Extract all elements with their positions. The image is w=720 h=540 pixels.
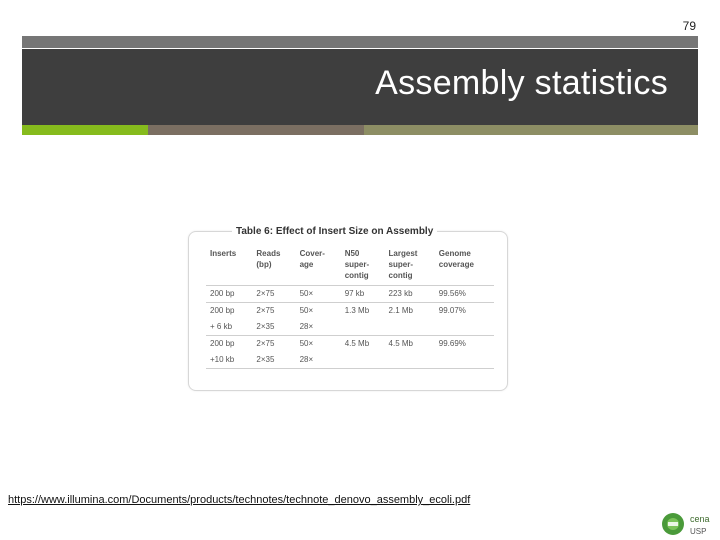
table-cell: + 6 kb bbox=[206, 319, 252, 336]
table-cell: 2.1 Mb bbox=[388, 306, 413, 315]
table-cell: 200 bp bbox=[206, 286, 252, 303]
table-cell: 50× bbox=[299, 339, 314, 348]
table-cell: 2×35 bbox=[252, 319, 295, 336]
source-link[interactable]: https://www.illumina.com/Documents/products/technotes/technote_denovo_assembly_ecoli.pdf bbox=[8, 494, 471, 506]
table-cell: 223 kb bbox=[385, 286, 435, 303]
table-row bbox=[206, 286, 494, 303]
table-cell: 4.5 Mb bbox=[388, 339, 413, 348]
table-cell bbox=[341, 319, 385, 336]
table-title: Table 6: Effect of Insert Size on Assembly bbox=[232, 226, 437, 237]
table-cell: +10 kb bbox=[206, 352, 252, 369]
table-cell: 99.07% bbox=[438, 306, 466, 315]
header-largest: Largest super- contig bbox=[385, 248, 435, 286]
accent-segment-green bbox=[22, 125, 148, 135]
header-bar bbox=[22, 49, 698, 125]
table-header-row bbox=[206, 248, 494, 286]
table-cell bbox=[385, 319, 435, 336]
table-row bbox=[206, 319, 494, 336]
table-cell: 2×75 bbox=[256, 306, 275, 315]
table-cell: 28× bbox=[296, 352, 341, 369]
header-inserts: Inserts bbox=[206, 248, 252, 286]
page-number: 79 bbox=[682, 19, 696, 33]
table-cell: 99.69% bbox=[438, 339, 466, 348]
table-cell: 2×75 bbox=[256, 339, 275, 348]
table-cell: 99.56% bbox=[435, 286, 494, 303]
logo-text-bottom: USP bbox=[690, 527, 707, 536]
table-cell: 200 bp bbox=[210, 306, 235, 315]
header-thin-bar bbox=[22, 36, 698, 48]
header-genome-coverage: Genome coverage bbox=[435, 248, 494, 286]
assembly-table bbox=[206, 248, 494, 369]
table-cell bbox=[435, 352, 494, 369]
table-row bbox=[206, 336, 494, 353]
table-cell: 200 bp bbox=[210, 339, 235, 348]
accent-segment-brown bbox=[148, 125, 364, 135]
header-n50: N50 super- contig bbox=[341, 248, 385, 286]
cena-logo-icon bbox=[660, 510, 716, 538]
table-cell: 2×75 bbox=[252, 286, 295, 303]
table-cell: 50× bbox=[299, 306, 314, 315]
table-cell: 4.5 Mb bbox=[344, 339, 370, 348]
table-cell: 97 kb bbox=[341, 286, 385, 303]
table-cell: 1.3 Mb bbox=[344, 306, 370, 315]
table-cell bbox=[435, 319, 494, 336]
slide-title: Assembly statistics bbox=[375, 64, 668, 102]
logo-text-top: cena bbox=[690, 514, 710, 524]
table-cell bbox=[385, 352, 435, 369]
accent-stripe bbox=[22, 125, 698, 135]
table-cell bbox=[341, 352, 385, 369]
table-row bbox=[206, 303, 494, 320]
accent-segment-olive bbox=[364, 125, 698, 135]
header-reads: Reads (bp) bbox=[252, 248, 295, 286]
table-row bbox=[206, 352, 494, 369]
table-cell: 28× bbox=[296, 319, 341, 336]
table-cell: 50× bbox=[296, 286, 341, 303]
header-coverage: Cover- age bbox=[296, 248, 341, 286]
table-cell: 2×35 bbox=[252, 352, 295, 369]
